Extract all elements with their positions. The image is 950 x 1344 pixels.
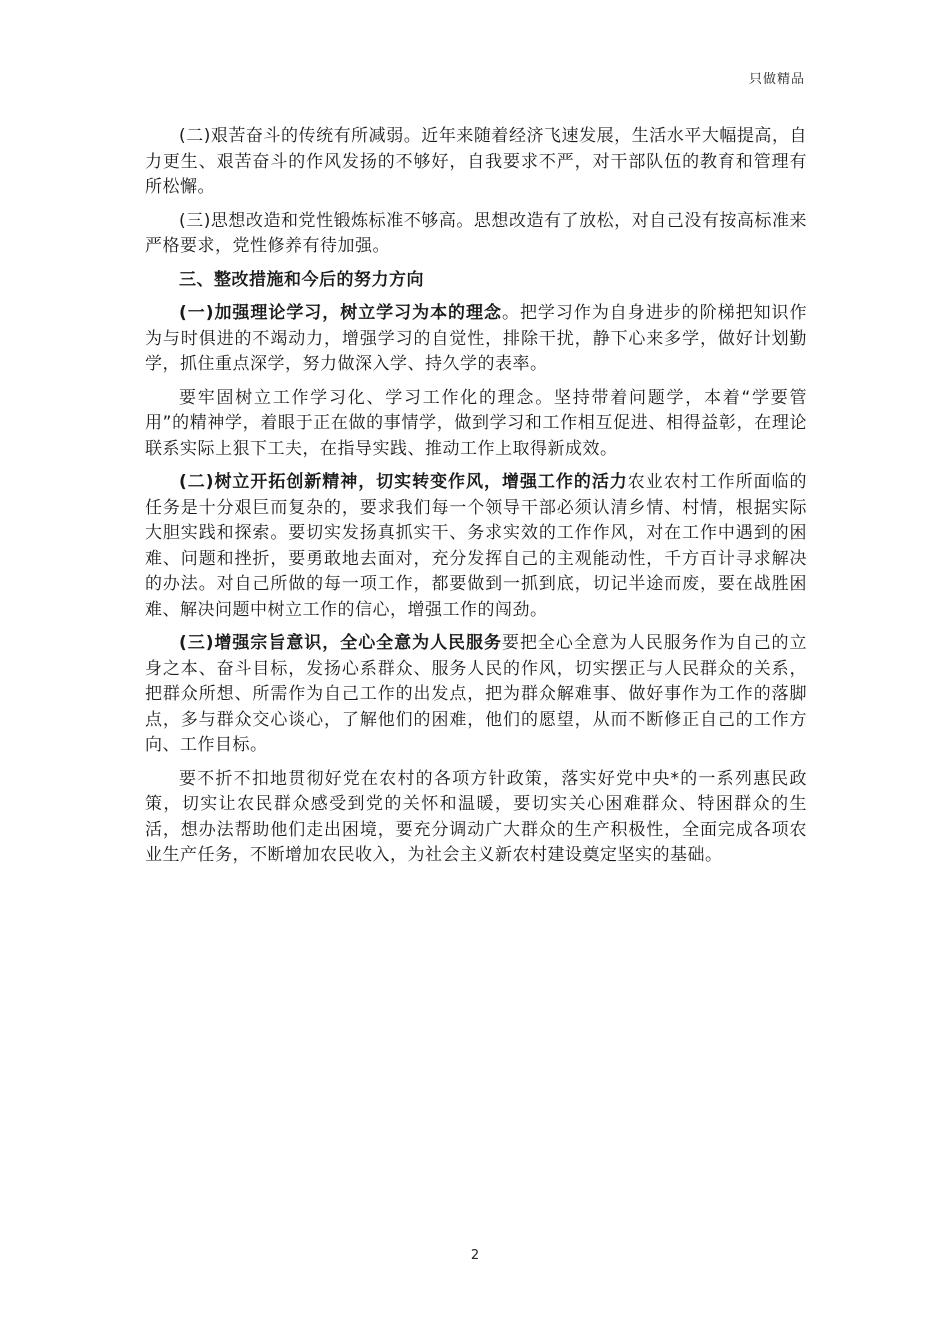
- paragraph-innovation: [145, 470, 807, 623]
- paragraph-lead-innovation: (二)树立开拓创新精神，切实转变作风，增强工作的活力: [179, 472, 628, 492]
- paragraph-rural-policy: 要不折不扣地贯彻好党在农村的各项方针政策，落实好党中央*的一系列惠民政策，切实让农民群众感受到党的关怀和温暖，要切实关心困难群众、特困群众的生活，想办法帮助他们走出困境，要充分调动广大群众的生产积极性，全面完成各项农业生产任务，不断增加农民收入，为社会主义新农村建设奠定坚实的基础。: [145, 768, 807, 865]
- page-number: 2: [470, 1248, 480, 1263]
- paragraph-theory-study: [145, 301, 807, 378]
- paragraph-body-innovation: 农业农村工作所面临的任务是十分艰巨而复杂的，要求我们每一个领导干部必须认清乡情、村情，根据实际大胆实践和探索。要切实发扬真抓实干、务求实效的工作作风，对在工作中遇到的困难、问题和挫折，要勇敢地去面对，充分发挥自己的主观能动性，千方百计寻求解决的办法。对自己所做的每一项工作，都要做到一抓到底，切记半途而废，要在战胜困难、解决问题中树立工作的信心，增强工作的闯劲。: [145, 472, 807, 620]
- section-heading-rectification: 三、整改措施和今后的努力方向: [179, 269, 424, 290]
- page-header: 只做精品: [748, 72, 805, 87]
- paragraph-thought-reform: (三)思想改造和党性锻炼标准不够高。思想改造有了放松，对自己没有按高标准来严格要求，党性修养有待加强。: [145, 210, 807, 256]
- paragraph-study-concept: 要牢固树立工作学习化、学习工作化的理念。坚持带着问题学，本着“学要管用”的精神学，着眼于正在做的事情学，做到学习和工作相互促进、相得益彰，在理论联系实际上狠下工夫，在指导实践、推动工作上取得新成效。: [145, 387, 807, 459]
- paragraph-lead-serve-people: (三)增强宗旨意识，全心全意为人民服务: [179, 633, 502, 653]
- paragraph-serve-people: [145, 631, 807, 759]
- paragraph-lead-theory-study: (一)加强理论学习，树立学习为本的理念: [179, 303, 502, 323]
- paragraph-hardwork-tradition: (二)艰苦奋斗的传统有所减弱。近年来随着经济飞速发展，生活水平大幅提高，自力更生、艰苦奋斗的作风发扬的不够好，自我要求不严，对干部队伍的教育和管理有所松懈。: [145, 126, 807, 197]
- paragraph-body-theory-study: 。把学习作为自身进步的阶梯把知识作为与时俱进的不竭动力，增强学习的自觉性，排除干扰，静下心来多学，做好计划勤学，抓住重点深学，努力做深入学、持久学的表率。: [145, 303, 808, 374]
- paragraph-body-serve-people: 要把全心全意为人民服务作为自己的立身之本、奋斗目标，发扬心系群众、服务人民的作风，切实摆正与人民群众的关系，把群众所想、所需作为自己工作的出发点，把为群众解难事、做好事作为工作的落脚点，多与群众交心谈心，了解他们的困难，他们的愿望，从而不断修正自己的工作方向、工作目标。: [145, 633, 808, 755]
- document-body: [145, 124, 807, 877]
